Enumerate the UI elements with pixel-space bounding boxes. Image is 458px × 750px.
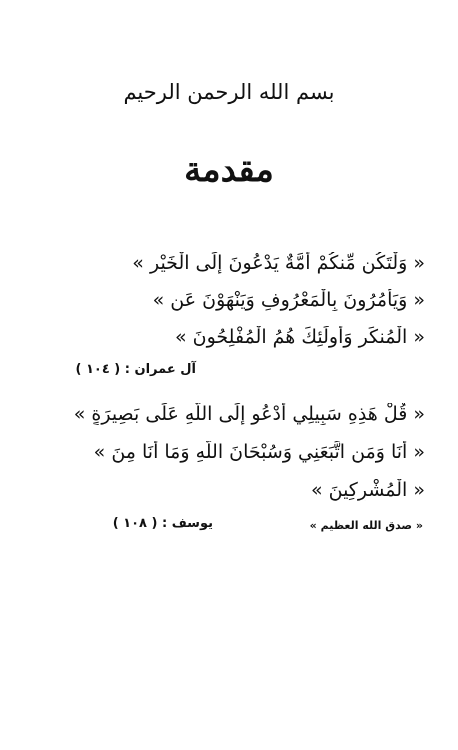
page-title: مقدمة: [184, 150, 274, 190]
basmala-heading: بسم الله الرحمن الرحيم: [123, 80, 335, 104]
verse-line: « قُلْ هَذِهِ سَبِيلِي أَدْعُو إِلَى اللَّهِ عَلَى بَصِيرَةٍ »: [73, 403, 425, 425]
verse-reference: آل عمران : ( ١٠٤ ): [75, 362, 196, 377]
verse-line: « الْمُنكَرِ وَأُولَئِكَ هُمُ الْمُفْلِحُونَ »: [174, 326, 425, 348]
verse-line: « الْمُشْرِكِينَ »: [310, 479, 425, 501]
verse-reference: يوسف : ( ١٠٨ ): [112, 516, 213, 531]
verse-line: « وَيَأْمُرُونَ بِالْمَعْرُوفِ وَيَنْهَوْنَ عَنِ »: [152, 289, 425, 311]
closing-phrase: « صدق الله العظيم »: [309, 519, 423, 532]
verse-line: « وَلْتَكُن مِّنكُمْ أُمَّةٌ يَدْعُونَ إِلَى الْخَيْرِ »: [132, 252, 425, 274]
verse-line: « أَنَا وَمَنِ اتَّبَعَنِي وَسُبْحَانَ اللَّهِ وَمَا أَنَا مِنَ »: [93, 441, 425, 463]
